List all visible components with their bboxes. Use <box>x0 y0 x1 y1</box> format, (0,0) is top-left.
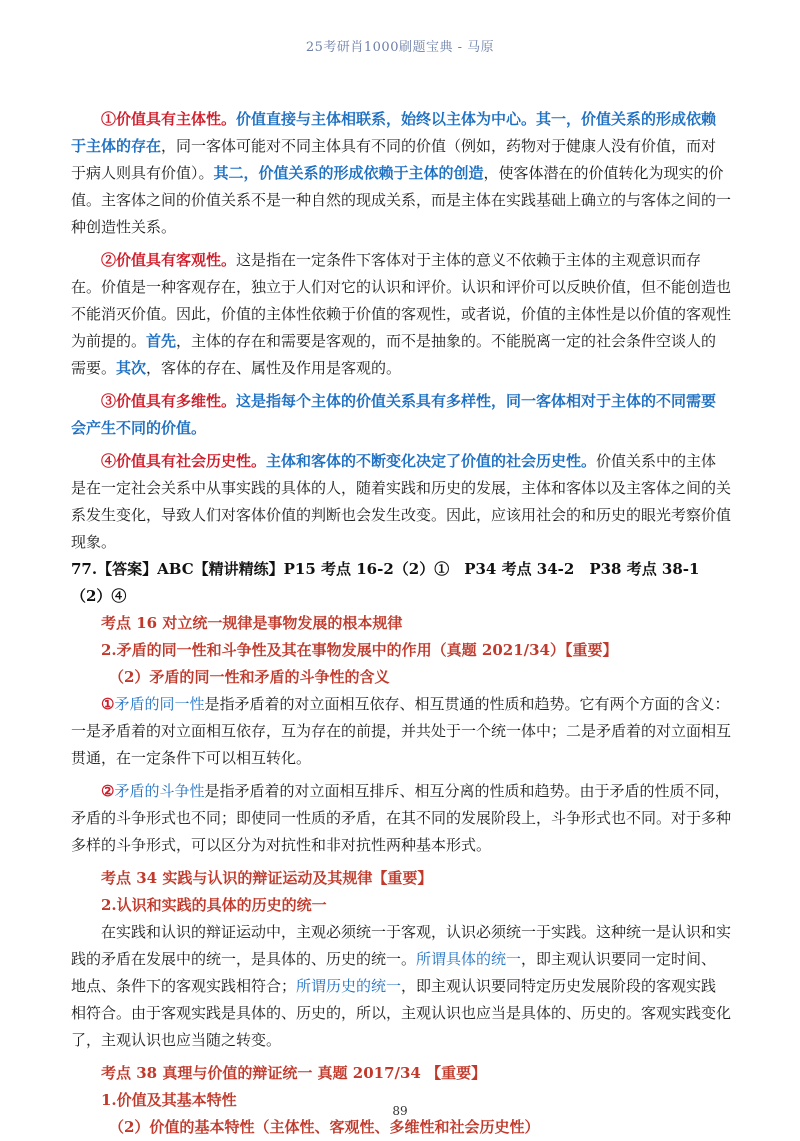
term-concrete-unity: 所谓具体的统一 <box>416 950 522 968</box>
heading-multidimensionality: ③价值具有多维性。 <box>101 392 237 410</box>
kaodian-16-subtitle: 2.矛盾的同一性和斗争性及其在事物发展中的作用（真题 2021/34）【重要】 <box>101 641 618 659</box>
paragraph-social-historicity <box>71 448 731 556</box>
marker-2: ② <box>101 782 115 800</box>
emphasis-text: 价值直接与主体相联系，始终以主体为中心。其一，价值关系的形成依赖于主体的存在 <box>71 110 717 155</box>
emphasis-text: 其次 <box>116 359 147 377</box>
body-text: ，即主观认识要同一定时间、地点、条件下的客观实践相符合； <box>71 950 717 995</box>
emphasis-text: 其二，价值关系的形成依赖于主体的创造 <box>213 164 484 182</box>
term-struggle: 矛盾的斗争性 <box>114 782 205 800</box>
emphasis-text: 这是指每个主体的价值关系具有多样性，同一客体相对于主体的不同需要会产生不同的价值。 <box>71 392 717 437</box>
body-text: ，即主观认识要同特定历史发展阶段的客观实践相符合。由于客观实践是具体的、历史的，所以，主观认识也应当是具体的、历史的。客观实践变化了，主观认识也应当随之转变。 <box>71 977 732 1049</box>
term-identity: 矛盾的同一性 <box>114 695 205 713</box>
kaodian-16-title: 考点 16 对立统一规律是事物发展的根本规律 <box>101 614 403 632</box>
body-text: 是指矛盾着的对立面相互依存、相互贯通的性质和趋势。它有两个方面的含义：一是矛盾着的对立面相互依存，互为存在的前提，并共处于一个统一体中；二是矛盾着的对立面相互贯通，在一定条件下可以相互转化。 <box>71 695 732 767</box>
body-text: ，同一客体可能对不同主体具有不同的价值（例如，药物对于健康人没有价值，而对于病人则具有价值）。 <box>71 137 717 182</box>
kaodian-34-subtitle: 2.认识和实践的具体的历史的统一 <box>101 896 327 914</box>
body-text: ，主体的存在和需要是客观的，而不是抽象的。不能脱离一定的社会条件空谈人的需要。 <box>71 332 717 377</box>
body-text: 价值关系中的主体是在一定社会关系中从事实践的具体的人，随着实践和历史的发展，主体和客体以及主客体之间的关系发生变化，导致人们对客体价值的判断也会发生改变。因此，应该用社会的和历史的眼光考察价值现象。 <box>71 452 732 551</box>
term-historical-unity: 所谓历史的统一 <box>296 977 402 995</box>
heading-social-historicity: ④价值具有社会历史性。 <box>101 452 267 470</box>
page-number: 89 <box>392 1104 408 1118</box>
emphasis-text: 主体和客体的不断变化决定了价值的社会历史性。 <box>266 452 597 470</box>
paragraph-unity <box>71 919 731 1054</box>
body-text: ，使客体潜在的价值转化为现实的价值。主客体之间的价值关系不是一种自然的现成关系，而是主体在实践基础上确立的与客体之间的一种创造性关系。 <box>71 164 732 236</box>
body-text: 是指矛盾着的对立面相互排斥、相互分离的性质和趋势。由于矛盾的性质不同，矛盾的斗争形式也不同；即使同一性质的矛盾，在其不同的发展阶段上，斗争形式也不同。对于多种多样的斗争形式，可以区分为对抗性和非对抗性两种基本形式。 <box>71 782 732 854</box>
kaodian-38-subtitle: 1.价值及其基本特性 <box>101 1091 237 1109</box>
emphasis-text: 首先 <box>146 332 177 350</box>
kaodian-38-title: 考点 38 真理与价值的辩证统一 真题 2017/34 【重要】 <box>101 1064 487 1082</box>
kaodian-34-title: 考点 34 实践与认识的辩证运动及其规律【重要】 <box>101 869 433 887</box>
heading-subjectivity: ①价值具有主体性。 <box>101 110 237 128</box>
heading-objectivity: ②价值具有客观性。 <box>101 251 237 269</box>
body-text: 在实践和认识的辩证运动中，主观必须统一于客观，认识必须统一于实践。这种统一是认识和实践的矛盾在发展中的统一，是具体的、历史的统一。 <box>71 923 732 968</box>
page-body <box>71 106 731 1141</box>
kaodian-16-subsubtitle: （2）矛盾的同一性和矛盾的斗争性的含义 <box>109 668 390 686</box>
running-header: 25考研肖1000刷题宝典 - 马原 <box>305 40 495 55</box>
body-text: 这是指在一定条件下客体对于主体的意义不依赖于主体的主观意识而存在。价值是一种客观存在，独立于人们对它的认识和评价。认识和评价可以反映价值，但不能创造也不能消灭价值。因此，价值的主体性依赖于价值的客观性，或者说，价值的主体性是以价值的客观性为前提的。 <box>71 251 732 350</box>
paragraph-multidimensionality <box>71 388 731 442</box>
paragraph-identity <box>71 691 731 772</box>
answer-line: 77.【答案】ABC【精讲精练】P15 考点 16-2（2）① P34 考点 34-2 P38 考点 38-1（2）④ <box>71 560 700 605</box>
kaodian-38-subsubtitle: （2）价值的基本特性（主体性、客观性、多维性和社会历史性） <box>109 1118 540 1136</box>
marker-1: ① <box>101 695 115 713</box>
paragraph-subjectivity <box>71 106 731 241</box>
paragraph-objectivity <box>71 247 731 382</box>
body-text: ，客体的存在、属性及作用是客观的。 <box>146 359 402 377</box>
paragraph-struggle <box>71 778 731 859</box>
